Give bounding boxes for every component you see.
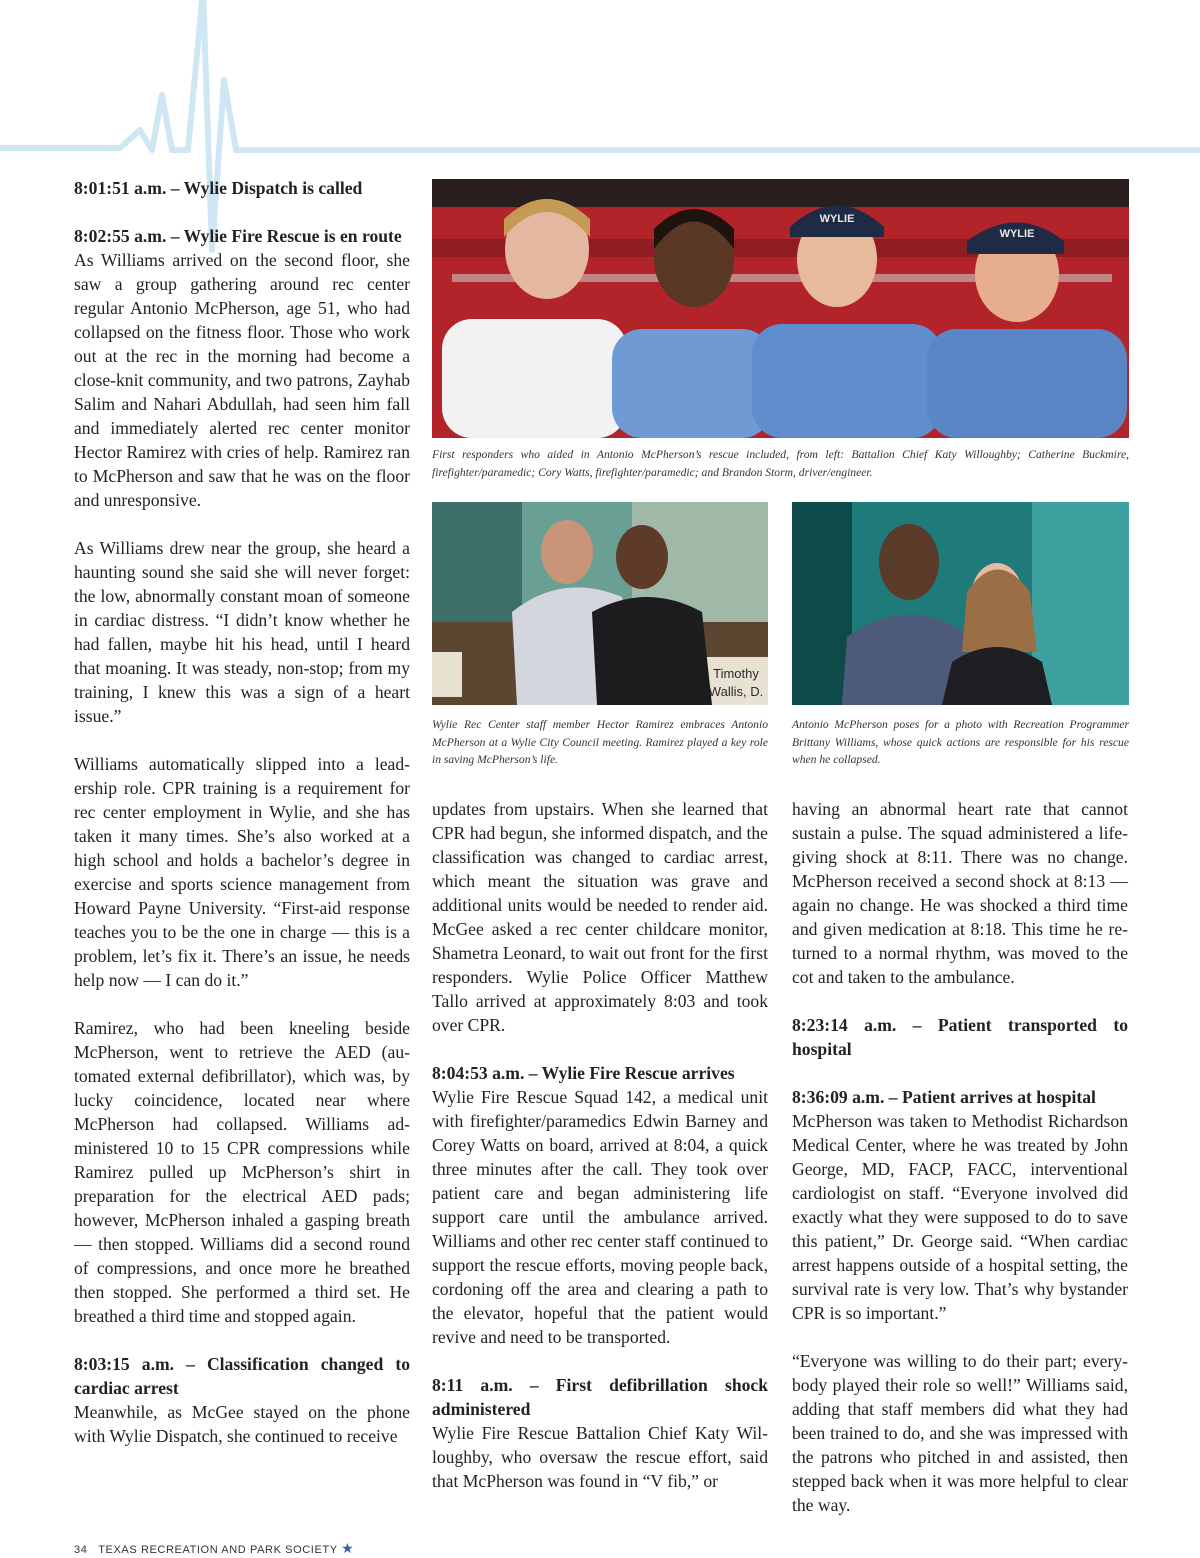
section-heading: 8:04:53 a.m. – Wylie Fire Rescue arrives <box>432 1063 735 1083</box>
section <box>74 224 410 512</box>
cap-logo-text: WYLIE <box>819 213 855 225</box>
paragraph: Wylie Fire Rescue Squad 142, a medical unit with firefighter/paramedics Edwin Barney and Corey Watts on board, arrived at 8:04, a quick three minutes after the call. They took over patient care and began administering life support care until the ambulance arrived. Williams and other rec center staff continued to support the rescue efforts, moving people back, cordoning off the area and clearing a path to the elevator, hopeful that the patient would revive and need to be transported. <box>432 1087 768 1347</box>
left-column <box>74 176 410 1448</box>
photo-first-responders <box>432 179 1129 438</box>
section <box>792 1013 1128 1061</box>
paragraph: As Williams arrived on the second floor, she saw a group gathering around rec center regular Antonio McPherson, age 51, who had collapsed on the fitness floor. Those who work out at the rec in the morning had become a close-knit community, and two patrons, Zayhab Salim and Nahari Abdullah, had seen him fall and immediately alerted rec center monitor Hector Ramirez with cries of help. Ramirez ran to McPherson and saw that he was on the floor and unresponsive. <box>74 250 410 510</box>
paragraph: Wylie Fire Rescue Battalion Chief Katy Willoughby, who oversaw the rescue effort, said that McPherson was found in “V fib,” or <box>432 1423 768 1491</box>
paragraph: McPherson was taken to Methodist Richardson Medical Center, where he was treated by John George, MD, FACP, FACC, interventional cardiologist on staff. “Everyone involved did exactly what they were supposed to do to save this patient,” Dr. George said. “When cardiac arrest happens outside of a hospital setting, the survival rate is very low. That’s why bystander CPR is so important.” <box>792 1111 1128 1323</box>
paragraph: Meanwhile, as McGee stayed on the phone with Wylie Dispatch, she continued to receive <box>74 1402 410 1446</box>
paragraph: updates from upstairs. When she learned that CPR had begun, she informed dispatch, and the classification was changed to cardiac arrest, which meant the situation was grave and additional units would be needed to render aid. McGee asked a rec center childcare monitor, Shametra Leonard, to wait out front for the first responders. Wylie Police Officer Matthew Tallo arrived at approximately 8:03 and took over CPR. <box>432 799 768 1035</box>
nameplate-text: Wallis, D. <box>708 684 764 699</box>
section-heading: 8:01:51 a.m. – Wylie Dispatch is called <box>74 178 363 198</box>
right-column <box>792 797 1128 1517</box>
page-number: 34 <box>74 1544 88 1556</box>
paragraph: Ramirez, who had been kneeling beside McPherson, went to retrieve the AED (automated external defibrillator), which was, by lucky coincidence, located near where McPherson had collapsed. Williams administered 10 to 15 CPR compressions while Ramirez pulled up McPherson’s shirt in preparation for the electrical AED pads; however, McPherson inhaled a gasping breath — then stopped. Williams did a second round of compressions, and once more he breathed then stopped. She performed a third set. He breathed a third time and stopped again. <box>74 1018 410 1326</box>
section-heading: 8:23:14 a.m. – Patient transported to hospital <box>792 1015 1128 1059</box>
photo-mcpherson-williams <box>792 502 1129 705</box>
photo-embrace <box>432 502 768 705</box>
section <box>74 1352 410 1448</box>
section-heading: 8:11 a.m. – First defibrillation shock administered <box>432 1375 768 1419</box>
section <box>74 176 410 200</box>
section <box>432 1061 768 1349</box>
section-heading: 8:03:15 a.m. – Classification changed to cardiac arrest <box>74 1354 410 1398</box>
nameplate-text: Timothy <box>713 666 759 681</box>
section-heading: 8:36:09 a.m. – Patient arrives at hospital <box>792 1087 1096 1107</box>
star-icon: ★ <box>341 1540 355 1556</box>
paragraph: Williams automatically slipped into a leadership role. CPR training is a requirement for rec center employment in Wylie, and she has taken it many times. She’s also worked at a high school and holds a bachelor’s degree in exercise and sports science management from Howard Payne University. “First-aid response teaches you to be the one in charge — this is a problem, let’s fix it. There’s an issue, he needs help now — I can do it.” <box>74 754 410 990</box>
caption-embrace: Wylie Rec Center staff member Hector Ramirez embraces Antonio McPherson at a Wylie City Council meeting. Ramirez played a key role in saving McPherson’s life. <box>432 718 768 766</box>
paragraph: “Everyone was willing to do their part; everybody played their role so well!” Williams said, adding that staff members did what they had been trained to do, and she was impressed with the patrons who pitched in and assisted, then stepped back when it was more helpful to clear the way. <box>792 1351 1128 1515</box>
caption-mcpherson-williams: Antonio McPherson poses for a photo with Recreation Programmer Brittany Williams, whose quick actions are responsible for his rescue when he collapsed. <box>792 718 1129 766</box>
publication-name: TEXAS RECREATION AND PARK SOCIETY <box>98 1544 338 1556</box>
section <box>432 1373 768 1493</box>
cap-logo-text: WYLIE <box>999 228 1035 240</box>
page-footer <box>74 1540 354 1557</box>
middle-column <box>432 797 768 1493</box>
paragraph: As Williams drew near the group, she heard a haunting sound she said she will never forget: the low, abnormally constant moan of someone in cardiac distress. “I didn’t know whether he had fallen, maybe hit his head, until I heard that moaning. It was steady, non-stop; from my training, I knew this was a sign of a heart issue.” <box>74 538 410 726</box>
caption-first-responders: First responders who aided in Antonio McPherson’s rescue included, from left: Battalion Chief Katy Willoughby; Catherine Buckmire, firefighter/paramedic; Cory Watts, firefighter/paramedic; and Brandon Storm, driver/engineer. <box>432 448 1129 479</box>
section <box>792 1085 1128 1325</box>
paragraph: having an abnormal heart rate that cannot sustain a pulse. The squad administered a life-giving shock at 8:11. There was no change. McPherson received a second shock at 8:13 — again no change. He was shocked a third time and given medication at 8:18. This time he returned to a normal rhythm, was moved to the cot and taken to the ambulance. <box>792 799 1128 987</box>
section-heading: 8:02:55 a.m. – Wylie Fire Rescue is en route <box>74 226 402 246</box>
